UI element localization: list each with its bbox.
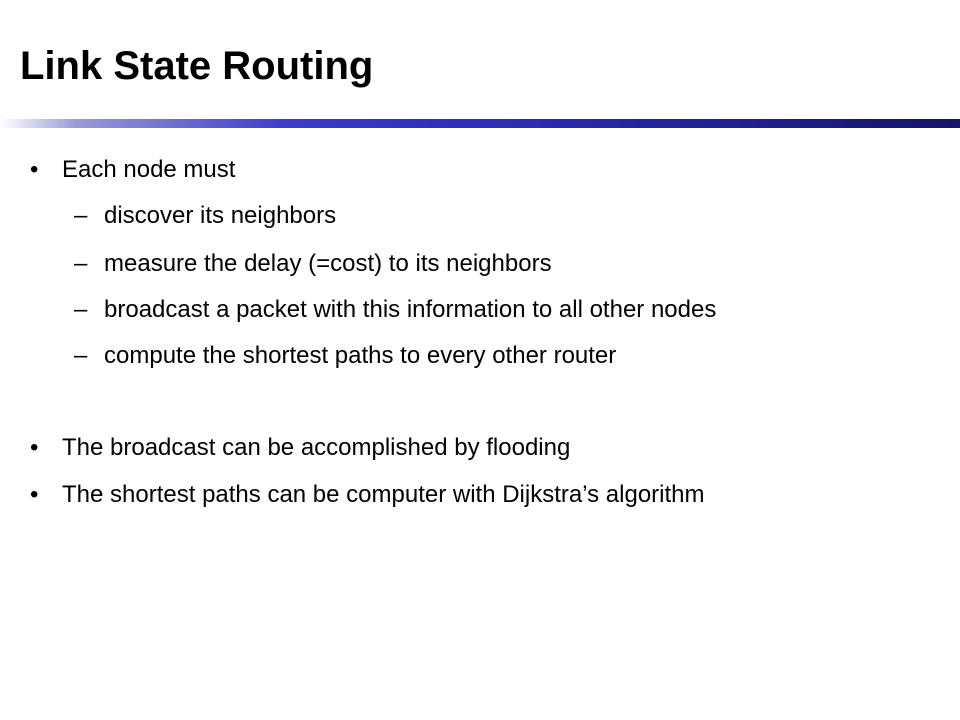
slide-title: Link State Routing xyxy=(20,44,374,88)
bullet-text: The broadcast can be accomplished by flooding xyxy=(62,434,571,461)
sub-bullet-marker: – xyxy=(74,296,88,323)
bullet-text: The shortest paths can be computer with Dijkstra’s algorithm xyxy=(62,481,705,508)
bullet-marker: • xyxy=(30,481,39,508)
title-accent-bar xyxy=(0,119,960,128)
bullet-text: Each node must xyxy=(62,156,236,183)
sub-bullet-text: measure the delay (=cost) to its neighbors xyxy=(104,250,552,277)
bullet-marker: • xyxy=(30,434,39,461)
sub-bullet-marker: – xyxy=(74,342,88,369)
bullet-marker: • xyxy=(30,156,39,183)
sub-bullet-text: discover its neighbors xyxy=(104,202,337,229)
sub-bullet-text: compute the shortest paths to every other router xyxy=(104,342,617,369)
sub-bullet-marker: – xyxy=(74,250,88,277)
sub-bullet-text: broadcast a packet with this information to all other nodes xyxy=(104,296,717,323)
sub-bullet-marker: – xyxy=(74,202,88,229)
